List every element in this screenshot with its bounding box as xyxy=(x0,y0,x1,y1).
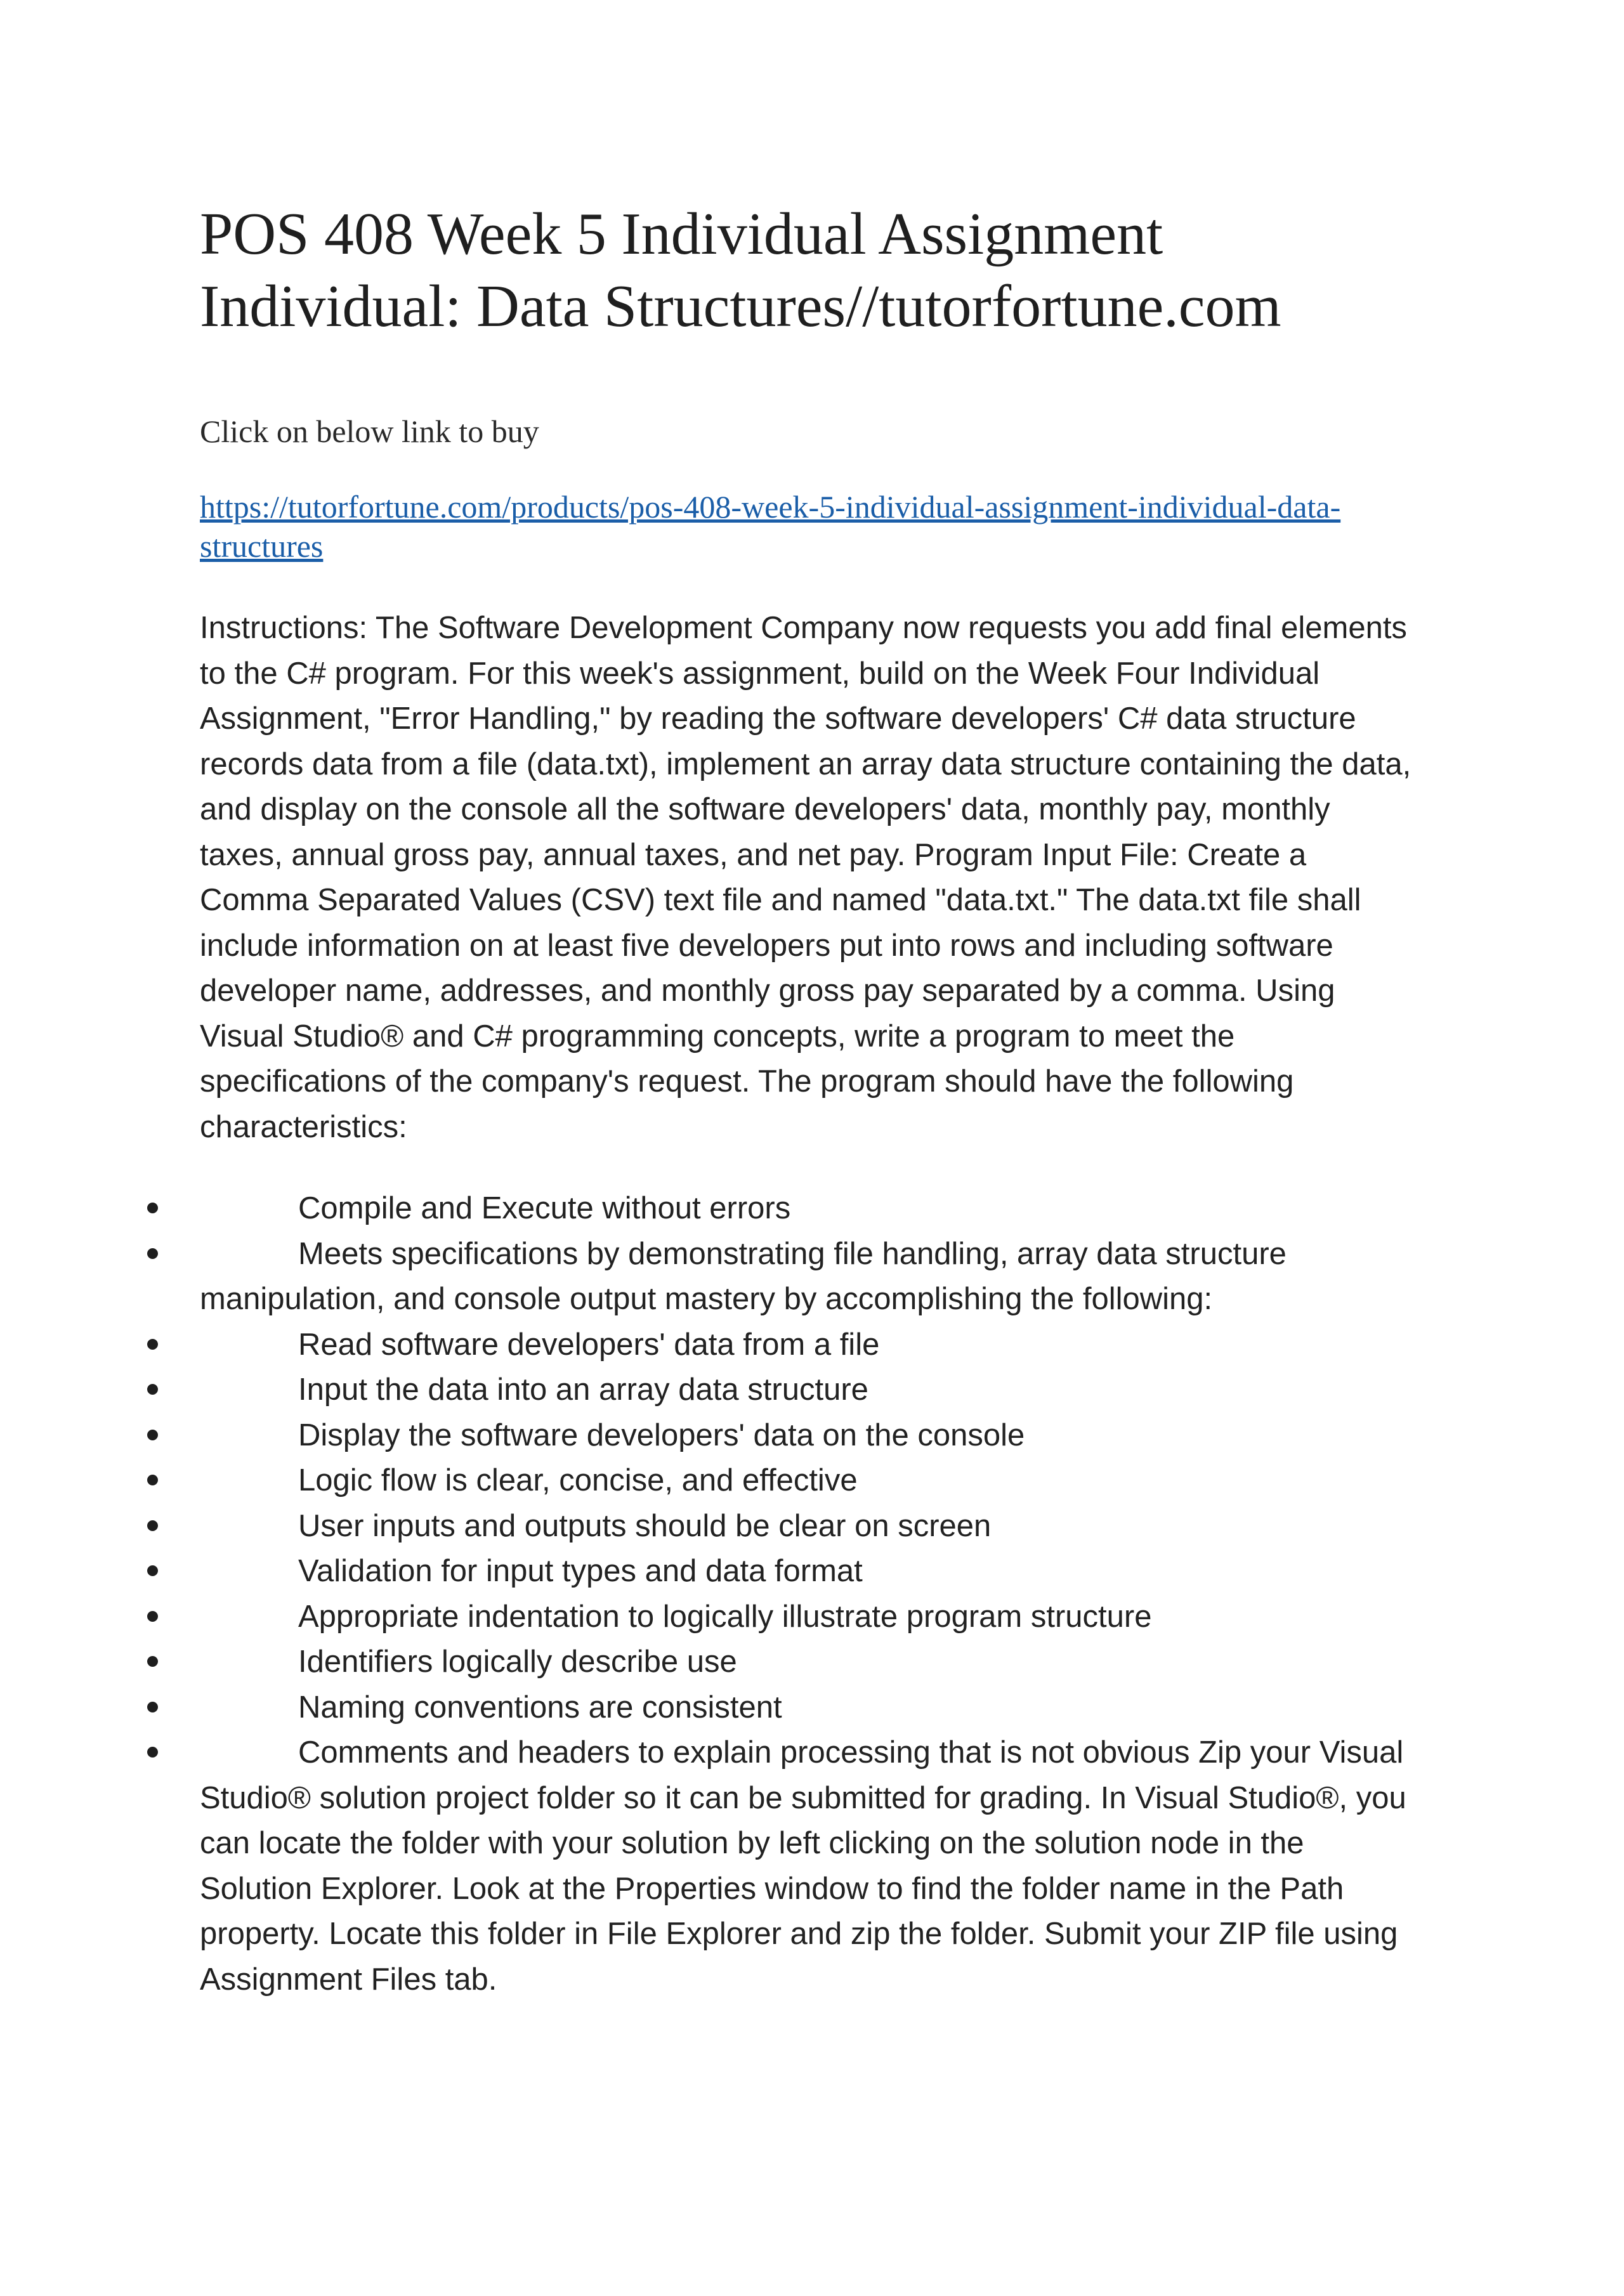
bullet-icon xyxy=(147,1747,158,1758)
list-item-text: User inputs and outputs should be clear on screen xyxy=(298,1508,992,1543)
list-item xyxy=(0,1186,1456,1232)
list-item-text: Assignment Files tab. xyxy=(200,1962,497,1997)
instructions-line: characteristics: xyxy=(200,1109,407,1144)
instructions-line: include information on at least five developers put into rows and including software xyxy=(200,928,1333,963)
bullet-icon xyxy=(147,1475,158,1485)
list-item xyxy=(0,1458,1456,1504)
list-item-text: Read software developers' data from a file xyxy=(298,1327,880,1362)
product-link-line-2[interactable]: structures xyxy=(200,528,324,564)
instructions-line: Comma Separated Values (CSV) text file and named "data.txt." The data.txt file shall xyxy=(200,883,1361,917)
instructions-paragraph xyxy=(200,606,1456,1150)
page-title xyxy=(200,198,1469,342)
instructions-line: records data from a file (data.txt), implement an array data structure containing the data, xyxy=(200,747,1411,781)
instructions-line: Instructions: The Software Development Company now requests you add final elements xyxy=(200,611,1407,645)
list-item xyxy=(0,1367,1456,1413)
bullet-icon xyxy=(147,1702,158,1712)
bullet-icon xyxy=(147,1656,158,1667)
list-item-text: Input the data into an array data structure xyxy=(298,1373,868,1407)
list-item-text: manipulation, and console output mastery by accomplishing the following: xyxy=(200,1282,1213,1316)
list-item-text: Validation for input types and data format xyxy=(298,1554,863,1588)
bullet-icon xyxy=(147,1384,158,1395)
bullet-icon xyxy=(147,1520,158,1531)
instructions-line: Visual Studio® and C# programming concepts, write a program to meet the xyxy=(200,1019,1235,1053)
list-item-text: Compile and Execute without errors xyxy=(298,1191,791,1225)
list-item-text: Solution Explorer. Look at the Properties window to find the folder name in the Path xyxy=(200,1871,1344,1906)
instructions-line: Assignment, "Error Handling," by reading the software developers' C# data structure xyxy=(200,701,1356,736)
list-item-text: Display the software developers' data on the console xyxy=(298,1418,1025,1452)
bullet-icon xyxy=(147,1203,158,1213)
bullet-icon xyxy=(147,1339,158,1350)
list-item-text: Naming conventions are consistent xyxy=(298,1690,782,1725)
list-item xyxy=(0,1413,1456,1459)
instructions-line: to the C# program. For this week's assignment, build on the Week Four Individual xyxy=(200,656,1320,691)
list-item-text: property. Locate this folder in File Explorer and zip the folder. Submit your ZIP file using xyxy=(200,1917,1398,1951)
bullet-icon xyxy=(147,1248,158,1259)
list-item-text: Appropriate indentation to logically illustrate program structure xyxy=(298,1599,1152,1634)
instructions-line: taxes, annual gross pay, annual taxes, and net pay. Program Input File: Create a xyxy=(200,837,1307,872)
list-item xyxy=(0,1595,1456,1640)
list-item-text: Logic flow is clear, concise, and effective xyxy=(298,1463,858,1497)
list-item xyxy=(0,1730,1456,2002)
buy-label: Click on below link to buy xyxy=(200,414,539,449)
requirements-list xyxy=(0,1186,1624,2002)
list-item xyxy=(0,1640,1456,1685)
product-link[interactable] xyxy=(200,487,1437,566)
list-item-text: Comments and headers to explain processing that is not obvious Zip your Visual xyxy=(298,1735,1404,1770)
list-item-text: Meets specifications by demonstrating file handling, array data structure xyxy=(298,1236,1287,1271)
instructions-line: specifications of the company's request. The program should have the following xyxy=(200,1064,1294,1099)
instructions-line: developer name, addresses, and monthly gross pay separated by a comma. Using xyxy=(200,974,1335,1008)
list-item xyxy=(0,1504,1456,1549)
bullet-icon xyxy=(147,1430,158,1440)
title-line-1: POS 408 Week 5 Individual Assignment xyxy=(200,201,1163,267)
list-item xyxy=(0,1549,1456,1595)
list-item xyxy=(0,1232,1456,1322)
bullet-icon xyxy=(147,1611,158,1622)
product-link-line-1[interactable]: https://tutorfortune.com/products/pos-408-week-5-individual-assignment-individual-data- xyxy=(200,489,1341,525)
list-item xyxy=(0,1685,1456,1731)
instructions-line: and display on the console all the software developers' data, monthly pay, monthly xyxy=(200,792,1330,826)
list-item-text: can locate the folder with your solution by left clicking on the solution node in the xyxy=(200,1826,1304,1860)
bullet-icon xyxy=(147,1565,158,1576)
title-line-2: Individual: Data Structures//tutorfortune.com xyxy=(200,273,1281,339)
list-item-text: Identifiers logically describe use xyxy=(298,1645,737,1679)
list-item xyxy=(0,1322,1456,1368)
list-item-text: Studio® solution project folder so it can be submitted for grading. In Visual Studio®, you xyxy=(200,1780,1406,1815)
